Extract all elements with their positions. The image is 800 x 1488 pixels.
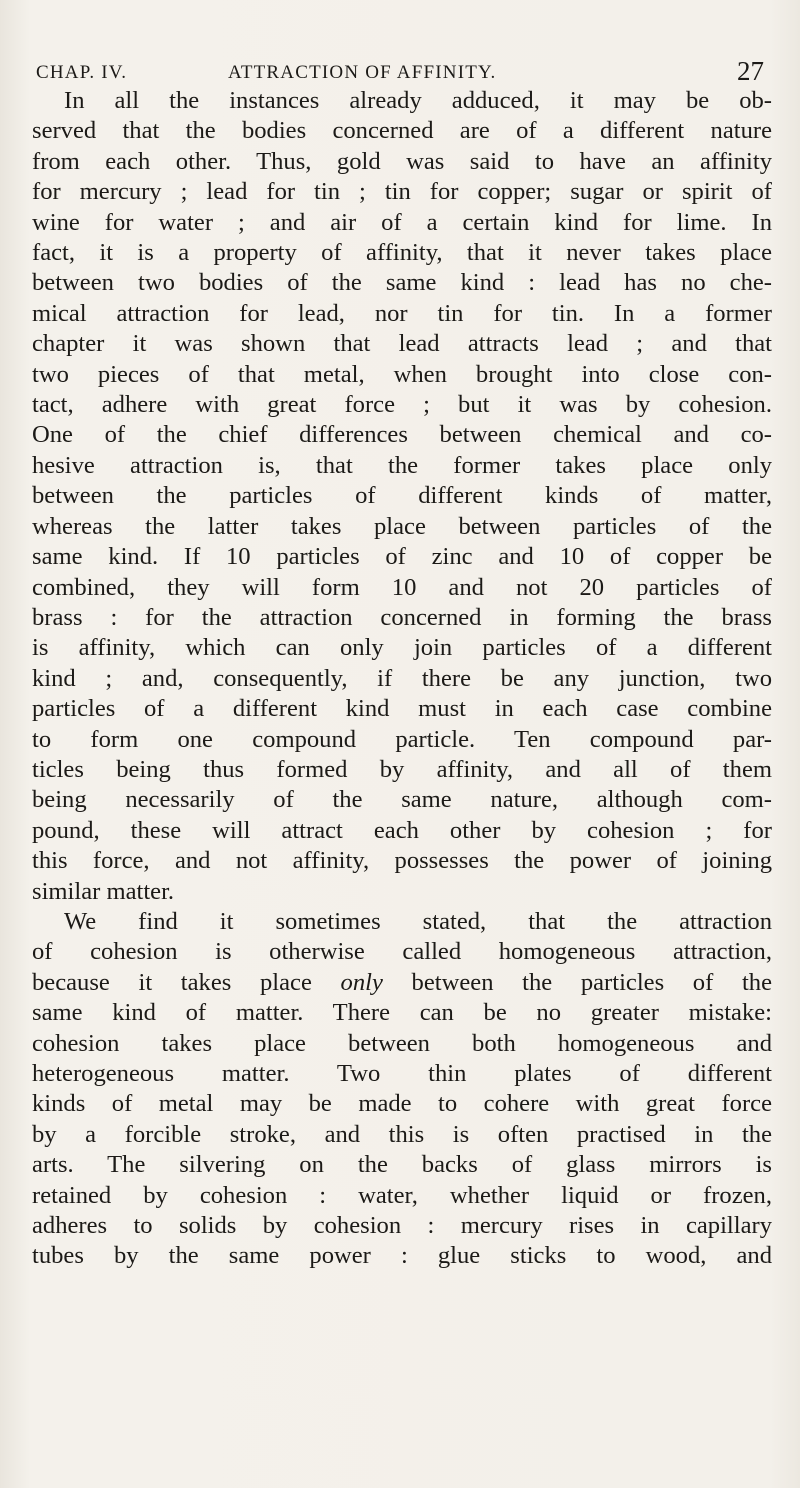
text-line: combined, they will form 10 and not 20 particles of	[32, 573, 772, 601]
text-line: chapter it was shown that lead attracts lead ; and that	[32, 330, 772, 358]
paragraph-1	[32, 86, 772, 907]
text-line: same kind of matter. There can be no greater mistake:	[32, 999, 772, 1027]
text-fragment: because it takes place	[32, 968, 341, 996]
text-line: adheres to solids by cohesion : mercury rises in capillary	[32, 1212, 772, 1240]
text-line: between two bodies of the same kind : lead has no che-	[32, 269, 772, 297]
text-line: served that the bodies concerned are of a different nature	[32, 117, 772, 145]
text-line: same kind. If 10 particles of zinc and 10 of copper be	[32, 543, 772, 571]
running-head	[36, 56, 764, 86]
text-line: retained by cohesion : water, whether liquid or frozen,	[32, 1181, 772, 1209]
text-line	[32, 968, 772, 998]
chapter-title: ATTRACTION OF AFFINITY.	[228, 62, 497, 83]
text-line: tact, adhere with great force ; but it was by cohesion.	[32, 391, 772, 419]
text-line: We find it sometimes stated, that the attraction	[64, 907, 772, 935]
text-line: from each other. Thus, gold was said to have an affinity	[32, 147, 772, 175]
text-line: brass : for the attraction concerned in forming the brass	[32, 603, 772, 631]
text-line: One of the chief differences between chemical and co-	[32, 421, 772, 449]
text-line: fact, it is a property of affinity, that it never takes place	[32, 239, 772, 267]
body-text	[32, 86, 772, 1272]
text-line: cohesion takes place between both homogeneous and	[32, 1029, 772, 1057]
text-fragment: between the particles of the	[382, 968, 773, 996]
text-line: In all the instances already adduced, it may be ob-	[64, 87, 772, 114]
text-line: to form one compound particle. Ten compound par-	[32, 725, 772, 753]
text-line: between the particles of different kinds of matter,	[32, 482, 772, 510]
paragraph-2	[32, 907, 772, 1272]
page-number: 27	[737, 56, 764, 86]
text-line: similar matter.	[32, 877, 175, 905]
text-line: pound, these will attract each other by cohesion ; for	[32, 816, 772, 844]
text-line: kind ; and, consequently, if there be any junction, two	[32, 664, 772, 692]
text-line: particles of a different kind must in each case combine	[32, 695, 772, 723]
emphasis-only: only	[340, 968, 383, 996]
text-line: being necessarily of the same nature, although com-	[32, 786, 772, 814]
text-line: of cohesion is otherwise called homogeneous attraction,	[32, 938, 772, 966]
text-line: by a forcible stroke, and this is often practised in the	[32, 1120, 772, 1148]
text-line: kinds of metal may be made to cohere with great force	[32, 1090, 772, 1118]
text-line: this force, and not affinity, possesses the power of joining	[32, 847, 772, 875]
text-line: for mercury ; lead for tin ; tin for copper; sugar or spirit of	[32, 178, 772, 206]
text-line: heterogeneous matter. Two thin plates of different	[32, 1060, 772, 1087]
text-line: arts. The silvering on the backs of glass mirrors is	[32, 1151, 772, 1179]
paragraph-2-rest	[32, 998, 772, 1272]
text-line: tubes by the same power : glue sticks to wood, and	[32, 1242, 772, 1270]
text-line: whereas the latter takes place between particles of the	[32, 512, 772, 540]
text-line: hesive attraction is, that the former takes place only	[32, 451, 772, 479]
chapter-label: CHAP. IV.	[36, 62, 128, 83]
text-line: is affinity, which can only join particles of a different	[32, 634, 772, 662]
text-line: mical attraction for lead, nor tin for tin. In a former	[32, 299, 772, 327]
text-line: two pieces of that metal, when brought into close con-	[32, 360, 772, 388]
text-line: wine for water ; and air of a certain kind for lime. In	[32, 208, 772, 236]
text-line: ticles being thus formed by affinity, and all of them	[32, 755, 772, 783]
